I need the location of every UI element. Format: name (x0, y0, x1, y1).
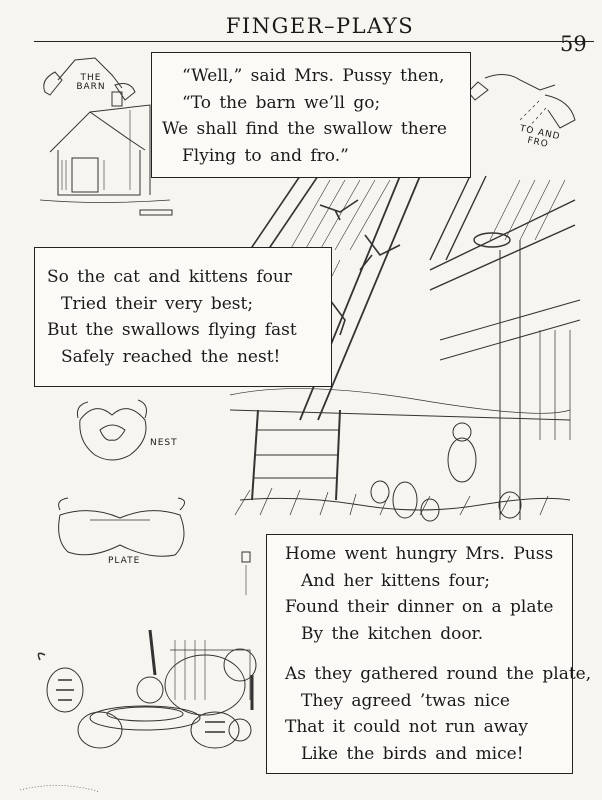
artist-monogram (242, 552, 250, 595)
running-head: FINGER–PLAYS (225, 14, 415, 38)
verse-box-1 (151, 52, 471, 178)
nest-label: NEST (150, 438, 178, 448)
plate-hands-drawing (59, 498, 185, 556)
header-rule (34, 41, 594, 42)
to-and-fro-hands-drawing (468, 74, 575, 128)
verse-line: “Well,” said Mrs. Pussy then, (182, 66, 445, 86)
verse-line: Safely reached the nest! (61, 346, 281, 367)
plate-label: PLATE (108, 556, 141, 566)
verse-line: Tried their very best; (61, 293, 254, 314)
to-and-fro-label: TO AND FRO (518, 123, 562, 151)
verse-line: They agreed ’twas nice (301, 690, 510, 711)
verse-line: And her kittens four; (301, 570, 490, 591)
cats-at-plate-drawing (20, 630, 256, 792)
verse-line: “To the barn we’ll go; (182, 92, 381, 113)
verse-line: We shall find the swallow there (162, 119, 447, 139)
verse-line: Found their dinner on a plate (285, 597, 554, 617)
verse-line: As they gathered round the plate, (285, 664, 592, 684)
verse-line: That it could not run away (285, 717, 529, 737)
verse-line: Like the birds and mice! (301, 743, 524, 764)
verse-box-2 (34, 247, 332, 387)
page-number: 59 (560, 32, 587, 56)
the-barn-label: THE BARN (76, 73, 106, 92)
verse-line: But the swallows flying fast (47, 320, 297, 340)
nest-hands-drawing (77, 400, 146, 460)
verse-line: So the cat and kittens four (47, 267, 292, 287)
verse-box-3 (266, 534, 592, 774)
verse-line: Flying to and fro.” (182, 145, 349, 166)
verse-line: Home went hungry Mrs. Puss (285, 544, 554, 564)
verse-line: By the kitchen door. (301, 623, 484, 644)
